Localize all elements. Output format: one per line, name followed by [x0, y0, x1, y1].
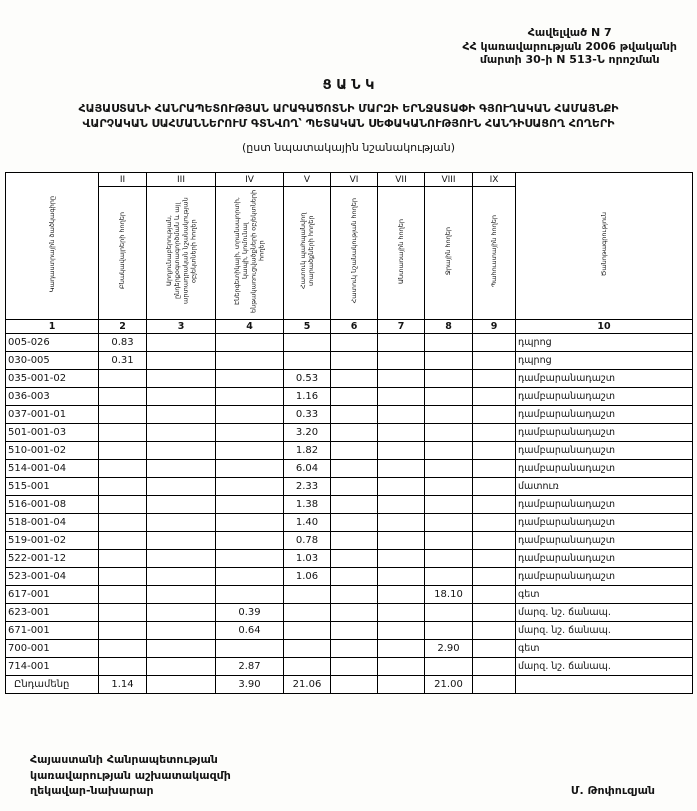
value-cell [378, 640, 425, 658]
land-table [5, 172, 693, 694]
value-cell [378, 622, 425, 640]
value-cell [331, 586, 378, 604]
value-cell [473, 424, 516, 442]
column-number: 1 [6, 320, 99, 334]
value-cell [473, 676, 516, 694]
table-row [6, 460, 693, 478]
value-cell [216, 550, 284, 568]
value-cell [473, 388, 516, 406]
note-cell: գետ [516, 586, 693, 604]
value-cell [147, 568, 216, 586]
value-cell [147, 676, 216, 694]
cadastral-code-cell: 714-001 [6, 658, 99, 676]
value-cell [473, 622, 516, 640]
value-cell [425, 334, 473, 352]
column-number: 8 [425, 320, 473, 334]
value-cell [331, 352, 378, 370]
value-cell: 1.14 [99, 676, 147, 694]
cadastral-code-header [6, 173, 99, 320]
value-cell: 3.90 [216, 676, 284, 694]
roman-numeral: VI [331, 173, 378, 187]
signatory-block [30, 752, 231, 799]
value-cell [331, 514, 378, 532]
value-cell [147, 550, 216, 568]
table-row [6, 586, 693, 604]
value-cell [99, 496, 147, 514]
value-cell [147, 388, 216, 406]
value-cell: 0.83 [99, 334, 147, 352]
value-cell: 3.20 [284, 424, 331, 442]
value-cell [331, 424, 378, 442]
value-cell [99, 442, 147, 460]
value-cell [99, 640, 147, 658]
value-cell [216, 586, 284, 604]
value-cell [99, 532, 147, 550]
table-row [6, 640, 693, 658]
category-header-label: Էներգետիկայի, տրանսպորտի, կապի, կոմունալ ենթակառուցվածքների օբյեկտների հողեր [233, 189, 266, 313]
value-cell [216, 388, 284, 406]
value-cell [216, 334, 284, 352]
table-row [6, 658, 693, 676]
value-cell [473, 568, 516, 586]
value-cell [473, 604, 516, 622]
value-cell [99, 586, 147, 604]
cadastral-code-cell: 523-001-04 [6, 568, 99, 586]
table-row [6, 532, 693, 550]
value-cell [378, 496, 425, 514]
value-cell [331, 478, 378, 496]
value-cell [378, 478, 425, 496]
value-cell [331, 622, 378, 640]
value-cell [473, 514, 516, 532]
value-cell [99, 568, 147, 586]
note-cell: դպրոց [516, 334, 693, 352]
value-cell: 1.38 [284, 496, 331, 514]
value-cell [216, 478, 284, 496]
note-cell: դամբարանադաշտ [516, 460, 693, 478]
value-cell [378, 424, 425, 442]
value-cell [425, 514, 473, 532]
value-cell [147, 370, 216, 388]
value-cell [216, 442, 284, 460]
category-header-label: Ջրային հողեր [444, 226, 453, 276]
signatory-line-3: ղեկավար-նախարար [30, 784, 154, 797]
category-header-label: Հատուկ նշանակության հողեր [349, 198, 358, 304]
value-cell: 1.82 [284, 442, 331, 460]
value-cell [147, 514, 216, 532]
value-cell [425, 550, 473, 568]
value-cell [425, 622, 473, 640]
note-cell: գետ [516, 640, 693, 658]
value-cell: 1.06 [284, 568, 331, 586]
value-cell [378, 334, 425, 352]
value-cell [147, 604, 216, 622]
value-cell [147, 586, 216, 604]
cadastral-code-header-label: Կադաստրային ծածկագիրը [47, 196, 56, 293]
value-cell [331, 568, 378, 586]
value-cell [147, 406, 216, 424]
value-cell [378, 370, 425, 388]
cadastral-code-cell: 617-001 [6, 586, 99, 604]
value-cell [99, 514, 147, 532]
value-cell: 1.03 [284, 550, 331, 568]
value-cell: 21.06 [284, 676, 331, 694]
note-cell: դամբարանադաշտ [516, 496, 693, 514]
value-cell [331, 550, 378, 568]
value-cell [99, 406, 147, 424]
table-row [6, 388, 693, 406]
value-cell [473, 478, 516, 496]
value-cell [147, 640, 216, 658]
table-row [6, 334, 693, 352]
value-cell: 6.04 [284, 460, 331, 478]
cadastral-code-cell: 623-001 [6, 604, 99, 622]
value-cell [99, 460, 147, 478]
value-cell [473, 352, 516, 370]
subtitle-line-2: ՎԱՐՉԱԿԱՆ ՍԱՀՄԱՆՆԵՐՈՒՄ ԳՏՆՎՈՂ՝ ՊԵՏԱԿԱՆ ՍԵՓԱԿԱՆՈՒԹՅՈՒՆ ՀԱՆԴԻՍԱՑՈՂ ՀՈՂԵՐԻ [82, 117, 615, 130]
note-header [516, 173, 693, 320]
value-cell [425, 370, 473, 388]
value-cell [331, 334, 378, 352]
value-cell [99, 424, 147, 442]
cadastral-code-cell: 671-001 [6, 622, 99, 640]
value-cell: 2.90 [425, 640, 473, 658]
cadastral-code-cell: 035-001-02 [6, 370, 99, 388]
value-cell [473, 532, 516, 550]
value-cell [473, 406, 516, 424]
value-cell: 21.00 [425, 676, 473, 694]
value-cell [99, 388, 147, 406]
value-cell [216, 352, 284, 370]
note-cell: դամբարանադաշտ [516, 424, 693, 442]
note-cell: դամբարանադաշտ [516, 388, 693, 406]
value-cell [216, 406, 284, 424]
value-cell [473, 370, 516, 388]
value-cell [378, 460, 425, 478]
value-cell: 0.33 [284, 406, 331, 424]
appendix-line-2: ՀՀ կառավարության 2006 թվականի [462, 39, 677, 53]
note-cell: մարզ. նշ. ճանապ. [516, 604, 693, 622]
cadastral-code-cell: 516-001-08 [6, 496, 99, 514]
value-cell: 0.78 [284, 532, 331, 550]
category-header-label: Բնակավայրերի հողեր [118, 212, 127, 290]
value-cell [425, 424, 473, 442]
roman-numeral: V [284, 173, 331, 187]
note-cell [516, 676, 693, 694]
value-cell [147, 496, 216, 514]
value-cell [473, 586, 516, 604]
value-cell [147, 460, 216, 478]
cadastral-code-cell: 005-026 [6, 334, 99, 352]
value-cell [99, 622, 147, 640]
value-cell [99, 604, 147, 622]
column-number: 3 [147, 320, 216, 334]
value-cell [378, 406, 425, 424]
note-cell: դամբարանադաշտ [516, 442, 693, 460]
value-cell [216, 460, 284, 478]
value-cell [216, 496, 284, 514]
table-row [6, 568, 693, 586]
note-cell: դամբարանադաշտ [516, 550, 693, 568]
category-header-label: Պահուստային հողեր [489, 214, 498, 288]
value-cell [425, 442, 473, 460]
table-row [6, 442, 693, 460]
value-cell [147, 352, 216, 370]
value-cell [331, 658, 378, 676]
note-cell: դամբարանադաշտ [516, 406, 693, 424]
value-cell [425, 352, 473, 370]
value-cell [331, 676, 378, 694]
cadastral-code-cell: 700-001 [6, 640, 99, 658]
document-subtitle [0, 101, 697, 155]
value-cell [99, 658, 147, 676]
value-cell [99, 370, 147, 388]
value-cell [425, 604, 473, 622]
category-header [284, 187, 331, 320]
cadastral-code-cell: 519-001-02 [6, 532, 99, 550]
value-cell [147, 334, 216, 352]
signatory-line-1: Հայաստանի Հանրապետության [30, 753, 218, 766]
value-cell [284, 352, 331, 370]
cadastral-code-cell: 514-001-04 [6, 460, 99, 478]
category-header [378, 187, 425, 320]
value-cell [147, 622, 216, 640]
column-number: 2 [99, 320, 147, 334]
note-cell: դամբարանադաշտ [516, 532, 693, 550]
note-cell: դամբարանադաշտ [516, 514, 693, 532]
category-header-label: Հատուկ պահպանվող տարածքների հողեր [298, 212, 315, 290]
value-cell [147, 424, 216, 442]
roman-numeral: III [147, 173, 216, 187]
value-cell: 1.16 [284, 388, 331, 406]
appendix-line-1: Հավելված N 7 [527, 26, 612, 39]
cadastral-code-cell: 037-001-01 [6, 406, 99, 424]
value-cell [331, 442, 378, 460]
signatory-line-2: կառավարության աշխատակազմի [30, 768, 231, 782]
roman-numeral: IX [473, 173, 516, 187]
column-number: 7 [378, 320, 425, 334]
value-cell: 0.64 [216, 622, 284, 640]
note-cell: դամբարանադաշտ [516, 370, 693, 388]
table-row [6, 514, 693, 532]
value-cell [378, 658, 425, 676]
note-cell: մարզ. նշ. ճանապ. [516, 658, 693, 676]
value-cell [378, 532, 425, 550]
value-cell [216, 424, 284, 442]
value-cell: 2.87 [216, 658, 284, 676]
table-row [6, 478, 693, 496]
value-cell [425, 532, 473, 550]
value-cell [425, 568, 473, 586]
value-cell [473, 640, 516, 658]
column-number: 4 [216, 320, 284, 334]
value-cell [284, 640, 331, 658]
totals-label-cell: Ընդամենը [6, 676, 99, 694]
column-number-row [6, 320, 693, 334]
value-cell [378, 352, 425, 370]
column-number: 6 [331, 320, 378, 334]
value-cell: 2.33 [284, 478, 331, 496]
category-header [331, 187, 378, 320]
cadastral-code-cell: 030-005 [6, 352, 99, 370]
value-cell [99, 550, 147, 568]
cadastral-code-cell: 510-001-02 [6, 442, 99, 460]
table-row [6, 604, 693, 622]
value-cell [216, 370, 284, 388]
subtitle-line-1: ՀԱՅԱՍՏԱՆԻ ՀԱՆՐԱՊԵՏՈՒԹՅԱՆ ԱՐԱԳԱԾՈՏՆԻ ՄԱՐԶԻ ԵՐՆՋԱՏԱՓԻ ԳՅՈՒՂԱԿԱՆ ՀԱՄԱՅՆՔԻ [78, 102, 619, 115]
appendix-block [462, 26, 677, 67]
note-cell: դամբարանադաշտ [516, 568, 693, 586]
roman-numeral: VIII [425, 173, 473, 187]
table-row [6, 424, 693, 442]
value-cell [284, 334, 331, 352]
value-cell [331, 370, 378, 388]
category-header [99, 187, 147, 320]
column-number: 5 [284, 320, 331, 334]
value-cell [473, 442, 516, 460]
page-title: Ց Ա Ն Կ [322, 78, 375, 93]
column-number: 10 [516, 320, 693, 334]
roman-numeral-row [6, 173, 693, 187]
value-cell [378, 550, 425, 568]
value-cell [147, 478, 216, 496]
table-row [6, 370, 693, 388]
subtitle-line-3: (ըստ նպատակային նշանակության) [241, 141, 456, 154]
table-row [6, 550, 693, 568]
value-cell [473, 460, 516, 478]
value-cell [378, 676, 425, 694]
value-cell [147, 658, 216, 676]
value-cell [378, 514, 425, 532]
note-cell: մարզ. նշ. ճանապ. [516, 622, 693, 640]
value-cell [331, 640, 378, 658]
value-cell [284, 586, 331, 604]
value-cell [473, 496, 516, 514]
value-cell [331, 406, 378, 424]
value-cell [147, 442, 216, 460]
value-cell: 0.39 [216, 604, 284, 622]
value-cell [216, 532, 284, 550]
value-cell [99, 478, 147, 496]
value-cell [331, 532, 378, 550]
value-cell: 0.53 [284, 370, 331, 388]
category-header [147, 187, 216, 320]
value-cell [216, 568, 284, 586]
roman-numeral: VII [378, 173, 425, 187]
table-row [6, 496, 693, 514]
value-cell [216, 640, 284, 658]
cadastral-code-cell: 518-001-04 [6, 514, 99, 532]
cadastral-code-cell: 036-003 [6, 388, 99, 406]
value-cell [216, 514, 284, 532]
value-cell [425, 478, 473, 496]
totals-row [6, 676, 693, 694]
appendix-line-3: մարտի 30-ի N 513-Ն որոշման [479, 53, 660, 66]
signature-name: Մ. Թոփուզյան [570, 784, 655, 797]
value-cell: 1.40 [284, 514, 331, 532]
value-cell [147, 532, 216, 550]
value-cell [378, 568, 425, 586]
value-cell [425, 406, 473, 424]
cadastral-code-cell: 501-001-03 [6, 424, 99, 442]
value-cell: 0.31 [99, 352, 147, 370]
value-cell: 18.10 [425, 586, 473, 604]
value-cell [473, 658, 516, 676]
cadastral-code-cell: 515-001 [6, 478, 99, 496]
value-cell [378, 388, 425, 406]
value-cell [473, 550, 516, 568]
value-cell [425, 496, 473, 514]
value-cell [331, 388, 378, 406]
value-cell [284, 622, 331, 640]
category-header [425, 187, 473, 320]
value-cell [425, 658, 473, 676]
roman-numeral: II [99, 173, 147, 187]
value-cell [331, 460, 378, 478]
value-cell [473, 334, 516, 352]
value-cell [284, 658, 331, 676]
note-header-label: Ծանոթագրություն [599, 212, 608, 277]
table-row [6, 352, 693, 370]
value-cell [378, 442, 425, 460]
value-cell [378, 604, 425, 622]
note-cell: դպրոց [516, 352, 693, 370]
category-header-label: Արդյունաբերության, ընդերքօգտագործման և այլ արտադրական նշանակության օբյեկտների հողեր [164, 197, 198, 305]
table-row [6, 622, 693, 640]
category-header [216, 187, 284, 320]
table-row [6, 406, 693, 424]
value-cell [284, 604, 331, 622]
value-cell [425, 460, 473, 478]
roman-numeral: IV [216, 173, 284, 187]
note-cell: մատուռ [516, 478, 693, 496]
column-number: 9 [473, 320, 516, 334]
value-cell [331, 604, 378, 622]
value-cell [331, 496, 378, 514]
category-header-label: Անտառային հողեր [396, 218, 405, 284]
value-cell [425, 388, 473, 406]
value-cell [378, 586, 425, 604]
category-header [473, 187, 516, 320]
cadastral-code-cell: 522-001-12 [6, 550, 99, 568]
